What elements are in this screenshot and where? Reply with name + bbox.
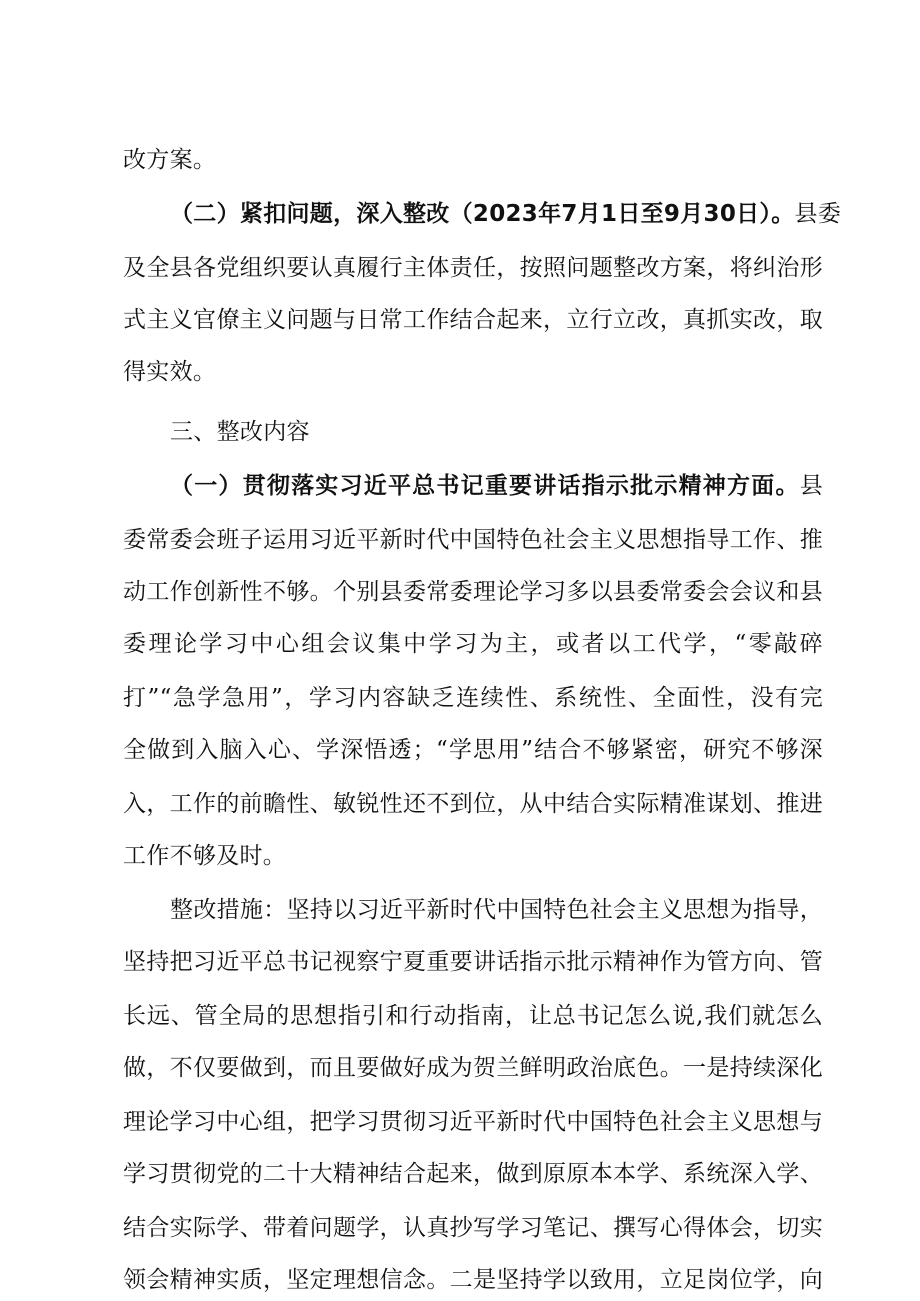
text-line (123, 520, 823, 560)
text-line (123, 678, 823, 718)
body-text: 结合实际学、带着问题学，认真抄写学习笔记、撰写心得体会，切实 (123, 1215, 823, 1241)
body-text: 改方案。 (123, 147, 217, 173)
text-line (123, 1208, 823, 1248)
body-text: 工作不够及时。 (123, 843, 287, 869)
body-text: 委理论学习中心组会议集中学习为主，或者以工代学，“零敲碎 (123, 631, 823, 657)
body-text: 长远、管全局的思想指引和行动指南，让总书记怎么说,我们就怎么 (123, 1003, 823, 1029)
body-text: 入，工作的前瞻性、敏锐性还不到位，从中结合实际精准谋划、推进 (123, 791, 823, 817)
body-text: 式主义官僚主义问题与日常工作结合起来，立行立改，真抓实改，取 (123, 307, 823, 333)
body-text: 全做到入脑入心、学深悟透；“学思用”结合不够紧密，研究不够深 (123, 737, 823, 763)
text-line (123, 1260, 823, 1300)
body-text: 打”“急学急用”，学习内容缺乏连续性、系统性、全面性，没有完 (123, 685, 823, 711)
text-line (123, 730, 823, 770)
text-line (123, 1154, 823, 1194)
text-line (123, 1102, 823, 1142)
bold-heading-text: （二）紧扣问题，深入整改（2023年7月1日至9月30日）。 (170, 201, 795, 227)
body-text: 及全县各党组织要认真履行主体责任，按照问题整改方案，将纠治形 (123, 255, 823, 281)
body-text: 三、整改内容 (170, 419, 310, 445)
text-line (170, 466, 823, 506)
text-line (123, 996, 823, 1036)
text-line (123, 836, 823, 876)
body-text: 学习贯彻党的二十大精神结合起来，做到原原本本学、系统深入学、 (123, 1161, 823, 1187)
text-line (123, 352, 823, 392)
text-line (170, 890, 823, 930)
body-text: 做，不仅要做到，而且要做好成为贺兰鲜明政治底色。一是持续深化 (123, 1055, 823, 1081)
text-line (123, 572, 823, 612)
bold-heading-text: （一）贯彻落实习近平总书记重要讲话指示批示精神方面。 (170, 473, 800, 499)
body-text: 坚持把习近平总书记视察宁夏重要讲话指示批示精神作为管方向、管 (123, 949, 823, 975)
text-line (170, 412, 823, 452)
text-line (123, 624, 823, 664)
body-text: 整改措施：坚持以习近平新时代中国特色社会主义思想为指导， (170, 897, 823, 923)
text-line (123, 784, 823, 824)
body-text: 理论学习中心组，把学习贯彻习近平新时代中国特色社会主义思想与 (123, 1109, 823, 1135)
body-text: 县委 (794, 201, 842, 227)
text-line (123, 140, 823, 180)
text-line (123, 942, 823, 982)
text-line (123, 300, 823, 340)
body-text: 委常委会班子运用习近平新时代中国特色社会主义思想指导工作、推 (123, 527, 823, 553)
text-line (170, 194, 842, 234)
body-text: 领会精神实质，坚定理想信念。二是坚持学以致用，立足岗位学，向 (123, 1267, 823, 1293)
body-text: 得实效。 (123, 359, 217, 385)
body-text: 动工作创新性不够。个别县委常委理论学习多以县委常委会会议和县 (123, 579, 823, 605)
text-line (123, 1048, 823, 1088)
text-line (123, 248, 823, 288)
body-text: 县 (799, 473, 823, 499)
